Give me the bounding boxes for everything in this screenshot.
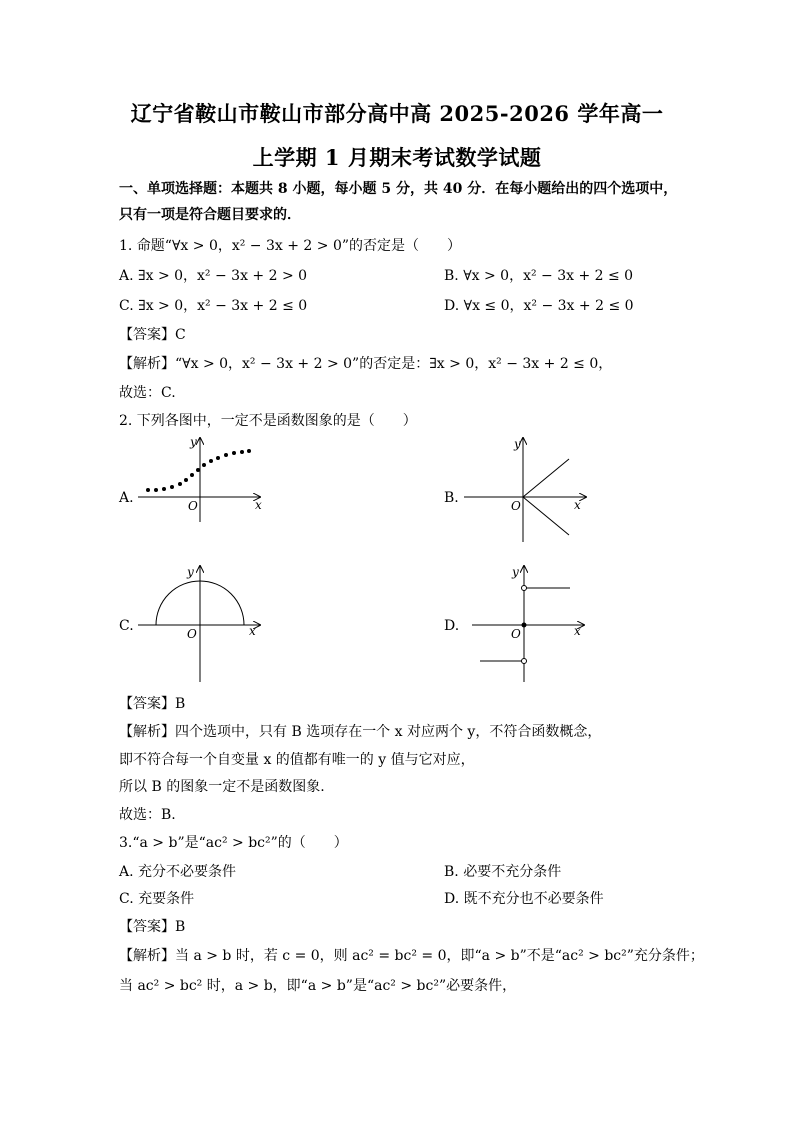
q2-analysis-1: 【解析】四个选项中，只有 B 选项存在一个 x 对应两个 y，不符合函数概念， — [119, 724, 602, 740]
q2-analysis-2: 即不符合每一个自变量 x 的值都有唯一的 y 值与它对应， — [119, 752, 475, 768]
q2-choose: 故选：B. — [119, 807, 176, 823]
q1-stem: 1. 命题“∀x > 0，x² − 3x + 2 > 0”的否定是（ ） — [119, 238, 462, 254]
x-axis-label: x — [574, 624, 581, 638]
y-axis-label: y — [514, 437, 521, 451]
section-heading-2: 只有一项是符合题目要求的． — [119, 207, 301, 223]
q2-graph-c — [136, 562, 266, 684]
q2-label-d: D. — [444, 618, 460, 634]
x-axis-label: x — [249, 624, 256, 638]
q2-answer: 【答案】B — [119, 696, 186, 712]
doc-title-line2: 上学期 1 月期末考试数学试题 — [252, 145, 542, 170]
y-axis-label: y — [187, 565, 194, 579]
x-axis-label: x — [574, 498, 581, 512]
dotted-curve — [146, 449, 251, 492]
section-heading-1: 一、单项选择题：本题共 8 小题，每小题 5 分，共 40 分．在每小题给出的四个选项中， — [119, 181, 678, 197]
q1-option-a: A. ∃x > 0，x² − 3x + 2 > 0 — [119, 268, 308, 284]
open-point-upper — [522, 586, 527, 591]
origin-label: O — [187, 627, 197, 641]
doc-title-line1: 辽宁省鞍山市鞍山市部分高中高 2025-2026 学年高一 — [130, 101, 664, 126]
solid-point-origin — [522, 623, 527, 628]
q2-graph-b — [462, 434, 592, 544]
q1-option-b: B. ∀x > 0，x² − 3x + 2 ≤ 0 — [444, 268, 634, 284]
q3-analysis-2: 当 ac² > bc² 时，a > b，即“a > b”是“ac² > bc²”必要条件， — [119, 978, 517, 994]
lower-ray — [523, 497, 569, 535]
q2-graph-a — [136, 434, 266, 524]
q2-label-c: C. — [119, 618, 134, 634]
q2-label-a: A. — [119, 490, 134, 506]
q2-stem: 2. 下列各图中，一定不是函数图象的是（ ） — [119, 413, 417, 429]
q2-analysis-3: 所以 B 的图象一定不是函数图象. — [119, 779, 325, 795]
q3-stem: 3.“a > b”是“ac² > bc²”的（ ） — [119, 835, 348, 851]
q1-analysis: 【解析】“∀x > 0，x² − 3x + 2 > 0”的否定是：∃x > 0，x² − 3x + 2 ≤ 0， — [119, 356, 613, 372]
y-axis-label: y — [190, 435, 197, 449]
origin-label: O — [511, 627, 521, 641]
x-axis-label: x — [255, 498, 262, 512]
q1-option-c: C. ∃x > 0，x² − 3x + 2 ≤ 0 — [119, 298, 308, 314]
q3-option-a: A. 充分不必要条件 — [119, 864, 237, 880]
q3-answer: 【答案】B — [119, 919, 186, 935]
q1-choose: 故选：C. — [119, 385, 176, 401]
q3-option-d: D. 既不充分也不必要条件 — [444, 891, 604, 907]
y-axis-label: y — [512, 565, 519, 579]
q2-label-b: B. — [444, 490, 459, 506]
origin-label: O — [511, 499, 521, 513]
q1-answer: 【答案】C — [119, 327, 186, 343]
q3-option-c: C. 充要条件 — [119, 891, 195, 907]
q1-option-d: D. ∀x ≤ 0，x² − 3x + 2 ≤ 0 — [444, 298, 634, 314]
upper-ray — [523, 459, 569, 497]
q3-option-b: B. 必要不充分条件 — [444, 864, 562, 880]
origin-label: O — [188, 499, 198, 513]
q2-graph-d — [470, 562, 590, 684]
q3-analysis-1: 【解析】当 a > b 时，若 c = 0，则 ac² = bc² = 0，即“a > b”不是“ac² > bc²”充分条件； — [119, 948, 704, 964]
open-point-lower — [522, 659, 527, 664]
